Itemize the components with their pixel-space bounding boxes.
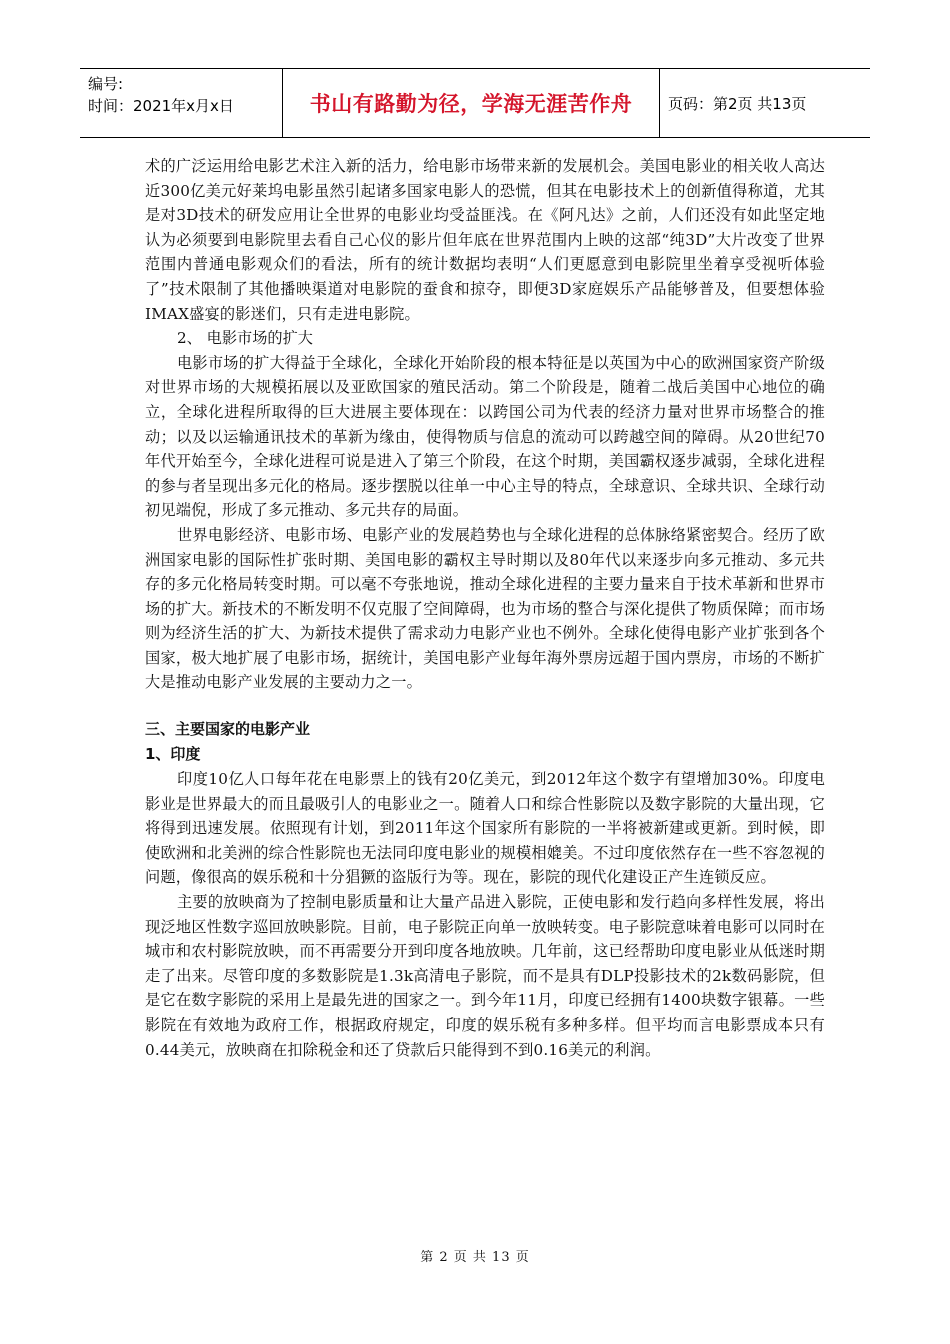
- section-heading-india: 1、印度: [145, 745, 201, 764]
- paragraph-1: 术的广泛运用给电影艺术注入新的活力，给电影市场带来新的发展机会。美国电影业的相关收人高达近300亿美元好莱坞电影虽然引起诸多国家电影人的恐慌，但其在电影技术上的创新值得称道，尤其是对3D技术的研发应用让全世界的电影业均受益匪浅。在《阿凡达》之前，人们还没有如此坚定地认为必须要到电影院里去看自己心仪的影片但年底在世界范围内上映的这部“纯3D”大片改变了世界范围内普通电影观众们的看法，所有的统计数据均表明“人们更愿意到电影院里坐着享受视听体验了”技术限制了其他播映渠道对电影院的蚕食和掠夺，即便3D家庭娱乐产品能够普及，但要想体验IMAX盛宴的影迷们，只有走进电影院。: [145, 157, 825, 323]
- paragraph-2: 电影市场的扩大得益于全球化，全球化开始阶段的根本特征是以英国为中心的欧洲国家资产阶级对世界市场的大规模拓展以及亚欧国家的殖民活动。第二个阶段是，随着二战后美国中心地位的确立，全球化进程所取得的巨大进展主要体现在：以跨国公司为代表的经济力量对世界市场整合的推动；以及以运输通讯技术的革新为缘由，使得物质与信息的流动可以跨越空间的障碍。从20世纪70年代开始至今，全球化进程可说是进入了第三个阶段，在这个时期，美国霸权逐步减弱，全球化进程的参与者呈现出多元化的格局。逐步摆脱以往单一中心主导的特点，全球意识、全球共识、全球行动初见端倪，形成了多元推动、多元共存的局面。: [145, 353, 825, 520]
- page-header: [80, 68, 870, 138]
- header-page: 页码：第2页 共13页: [668, 94, 807, 113]
- page-footer: 第 2 页 共 13 页: [420, 1250, 530, 1265]
- section-heading-3: 三、主要国家的电影产业: [145, 720, 311, 739]
- subheading-market-expansion: 2、 电影市场的扩大: [177, 329, 313, 348]
- paragraph-5: 主要的放映商为了控制电影质量和让大量产品进入影院，正使电影和发行趋向多样性发展，将出现泛地区性数字巡回放映影院。目前，电子影院正向单一放映转变。电子影院意味着电影可以同时在城市和农村影院放映，而不再需要分开到印度各地放映。几年前，这已经帮助印度电影业从低迷时期走了出来。尽管印度的多数影院是1.3k高清电子影院，而不是具有DLP投影技术的2k数码影院，但是它在数字影院的采用上是最先进的国家之一。到今年11月，印度已经拥有1400块数字银幕。一些影院在有效地为政府工作，根据政府规定，印度的娱乐税有多种多样。但平均而言电影票成本只有0.44美元，放映商在扣除税金和还了贷款后只能得到不到0.16美元的利润。: [145, 893, 825, 1059]
- paragraph-3: 世界电影经济、电影市场、电影产业的发展趋势也与全球化进程的总体脉络紧密契合。经历了欧洲国家电影的国际性扩张时期、美国电影的霸权主导时期以及80年代以来逐步向多元推动、多元共存的多元化格局转变时期。可以毫不夸张地说，推动全球化进程的主要力量来自于技术革新和世界市场的扩大。新技术的不断发明不仅克服了空间障碍，也为市场的整合与深化提供了物质保障；而市场则为经济生活的扩大、为新技术提供了需求动力电影产业也不例外。全球化使得电影产业扩张到各个国家，极大地扩展了电影市场，据统计，美国电影产业每年海外票房远超于国内票房，市场的不断扩大是推动电影产业发展的主要动力之一。: [145, 525, 825, 692]
- header-number: 编号:: [88, 75, 124, 93]
- header-meta: [80, 69, 282, 137]
- header-time: 时间：2021年x月x日: [88, 97, 234, 115]
- header-motto: 书山有路勤为径，学海无涯苦作舟: [282, 69, 660, 137]
- paragraph-4: 印度10亿人口每年花在电影票上的钱有20亿美元，到2012年这个数字有望增加30%。印度电影业是世界最大的而且最吸引人的电影业之一。随着人口和综合性影院以及数字影院的大量出现，它将得到迅速发展。依照现有计划，到2011年这个国家所有影院的一半将被新建或更新。到时候，即使欧洲和北美洲的综合性影院也无法同印度电影业的规模相媲美。不过印度依然存在一些不容忽视的问题，像很高的娱乐税和十分猖獗的盗版行为等。现在，影院的现代化建设正产生连锁反应。: [145, 770, 825, 887]
- spacer: [145, 695, 825, 717]
- document-body: [145, 154, 825, 1062]
